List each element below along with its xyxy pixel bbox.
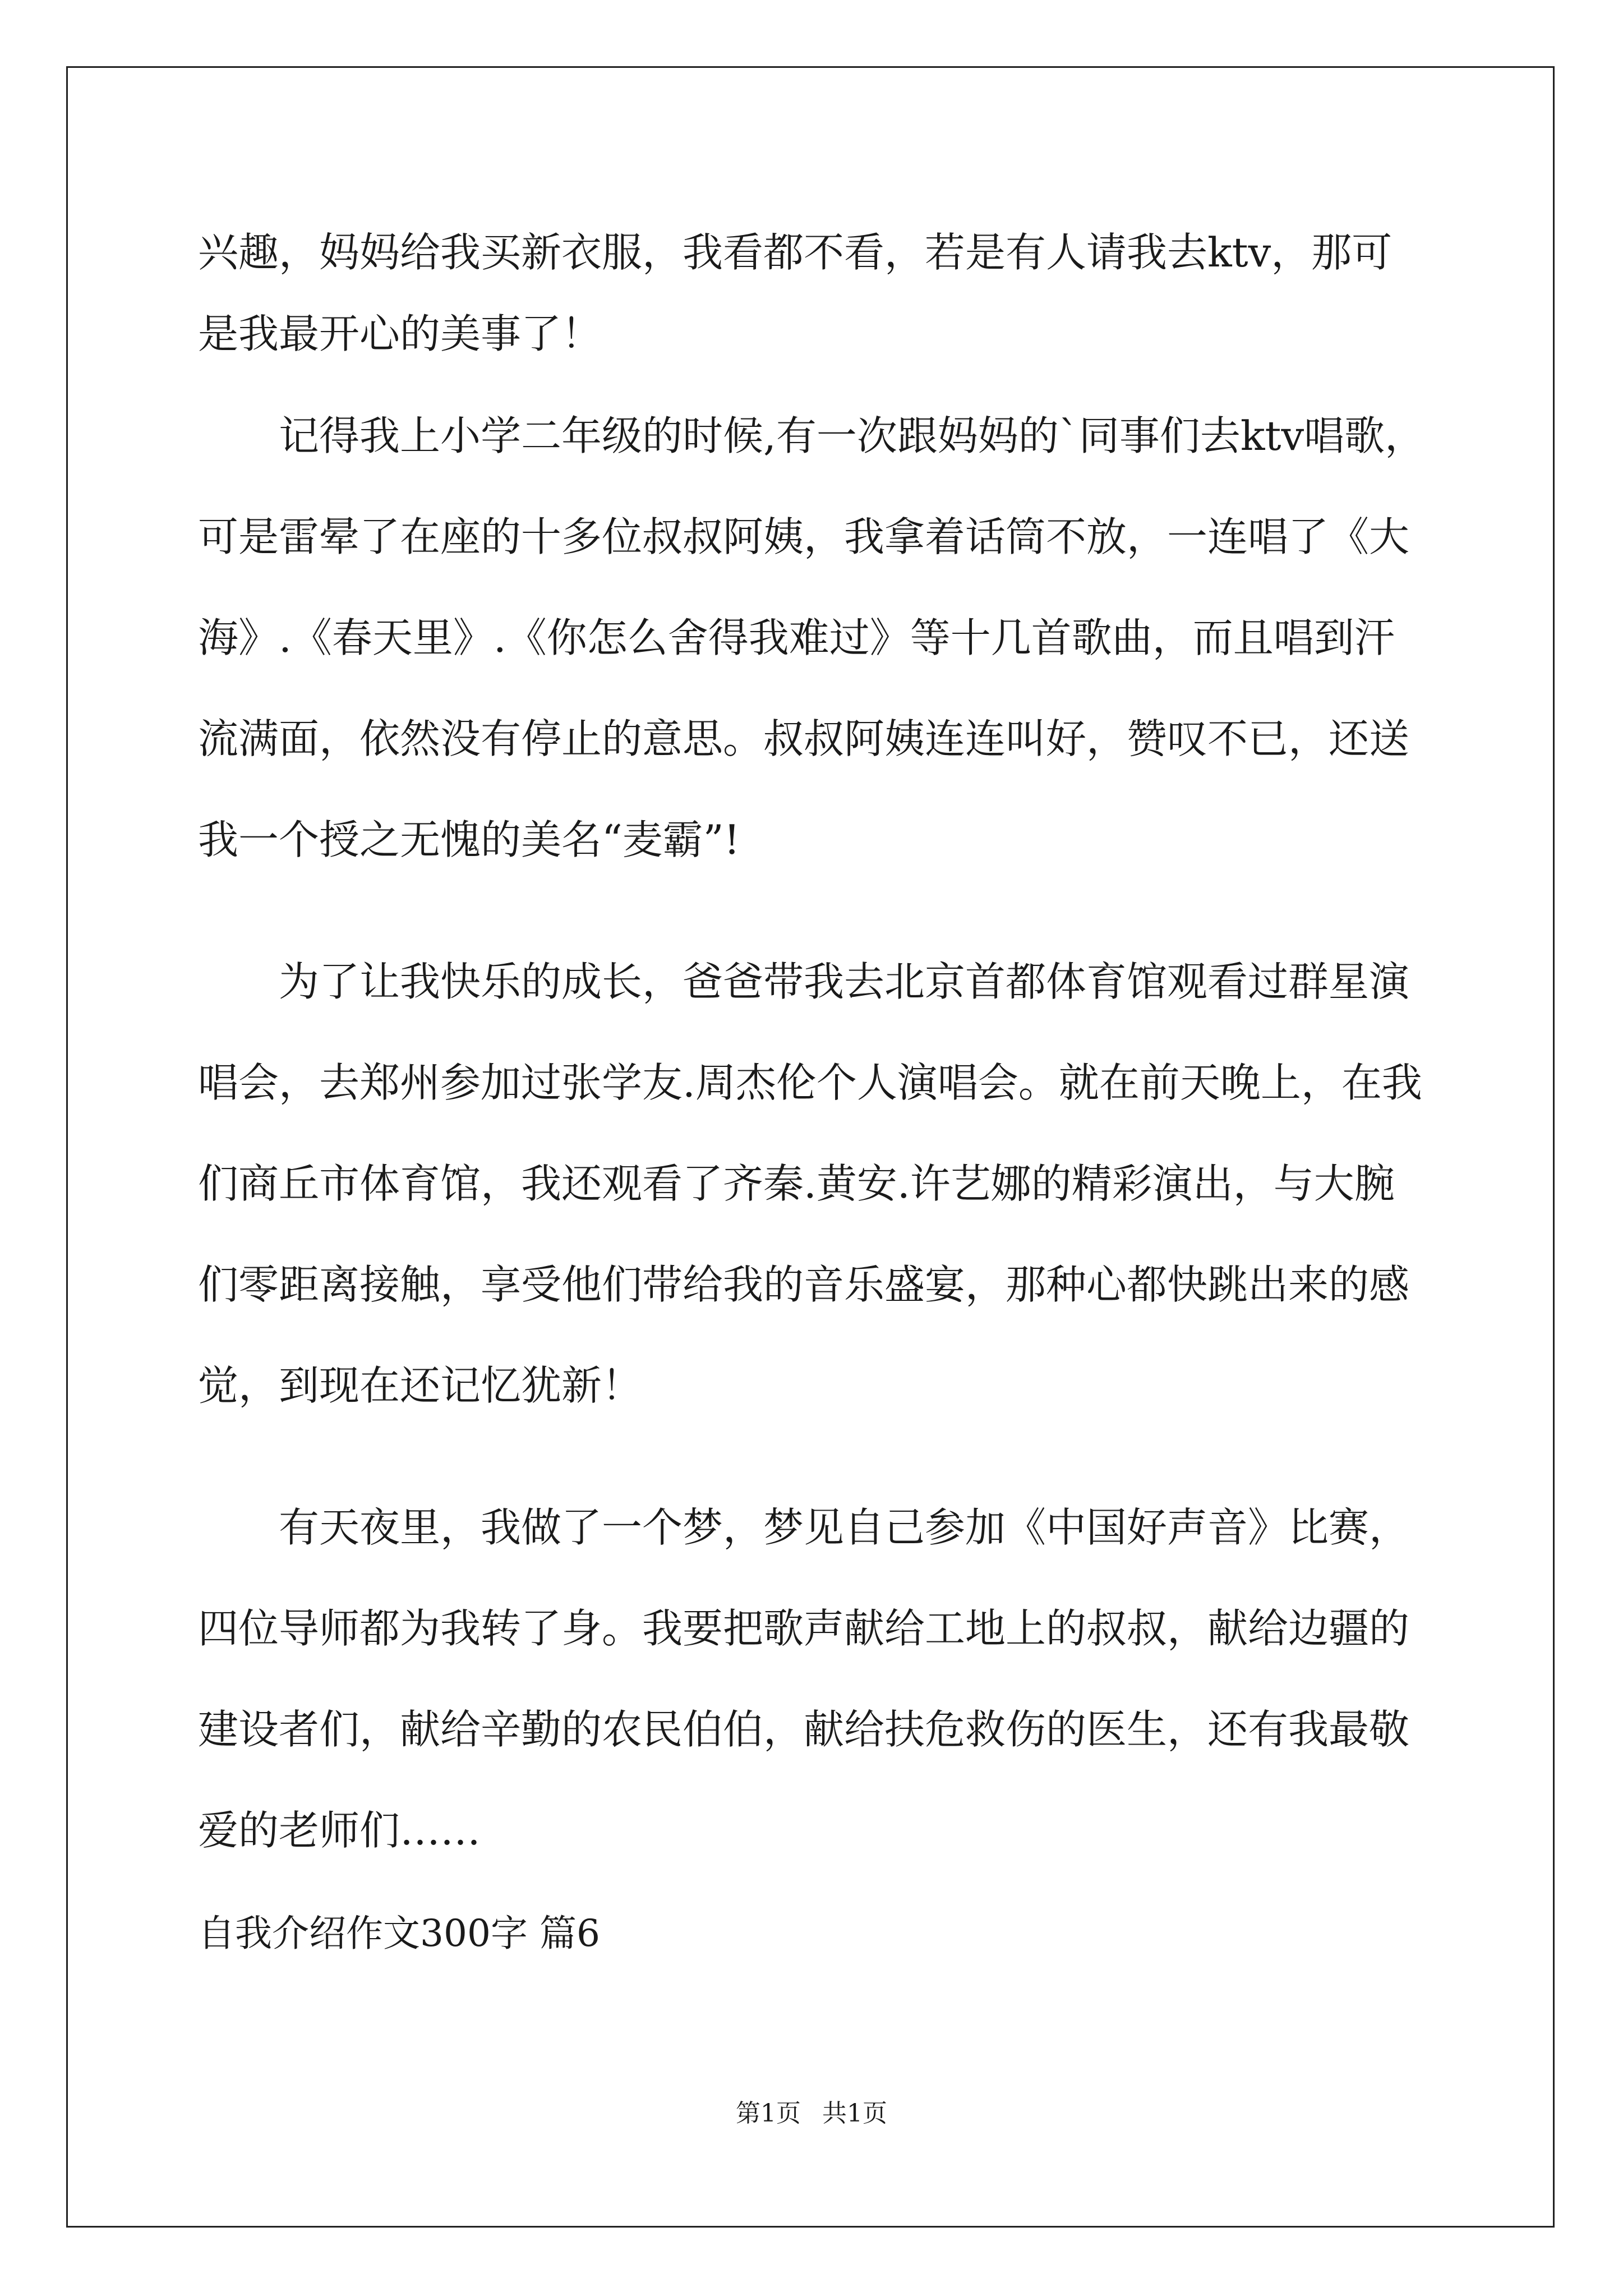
text-line: 我一个授之无愧的美名“麦霸”! [198, 816, 740, 863]
page-number: 第1页 [736, 2099, 801, 2128]
text-line: 流满面，依然没有停止的意思。叔叔阿姨连连叫好，赞叹不已，还送 [198, 715, 1410, 762]
text-line: 兴趣，妈妈给我买新衣服，我看都不看，若是有人请我去ktv，那可 [198, 229, 1393, 276]
paragraph-start-line: 为了让我快乐的成长，爸爸带我去北京首都体育馆观看过群星演 [279, 958, 1410, 1005]
text-line: 四位导师都为我转了身。我要把歌声献给工地上的叔叔，献给边疆的 [198, 1605, 1410, 1652]
text-line: 可是雷晕了在座的十多位叔叔阿姨，我拿着话筒不放，一连唱了《大 [198, 513, 1410, 560]
page-footer [0, 2097, 1623, 2131]
paragraph-start-line: 有天夜里，我做了一个梦，梦见自己参加《中国好声音》比赛， [279, 1504, 1410, 1551]
text-line: 建设者们，献给辛勤的农民伯伯，献给扶危救伤的医生，还有我最敬 [198, 1706, 1410, 1753]
section-heading: 自我介绍作文300字 篇6 [198, 1912, 600, 1955]
text-line: 海》.《春天里》.《你怎么舍得我难过》等十几首歌曲，而且唱到汗 [198, 614, 1395, 661]
text-line: 唱会，去郑州参加过张学友.周杰伦个人演唱会。就在前天晚上，在我 [198, 1059, 1422, 1106]
text-line: 们零距离接触，享受他们带给我的音乐盛宴，那种心都快跳出来的感 [198, 1261, 1410, 1308]
text-line: 是我最开心的美事了！ [198, 310, 602, 357]
text-line: 觉，到现在还记忆犹新！ [198, 1362, 643, 1409]
text-line: 们商丘市体育馆，我还观看了齐秦.黄安.许艺娜的精彩演出，与大腕 [198, 1160, 1395, 1207]
paragraph-start-line: 记得我上小学二年级的时候,有一次跟妈妈的`同事们去ktv唱歌， [279, 412, 1426, 459]
text-line: 爱的老师们…… [198, 1807, 481, 1854]
page-total: 共1页 [822, 2099, 887, 2128]
page-border [66, 66, 1555, 2228]
